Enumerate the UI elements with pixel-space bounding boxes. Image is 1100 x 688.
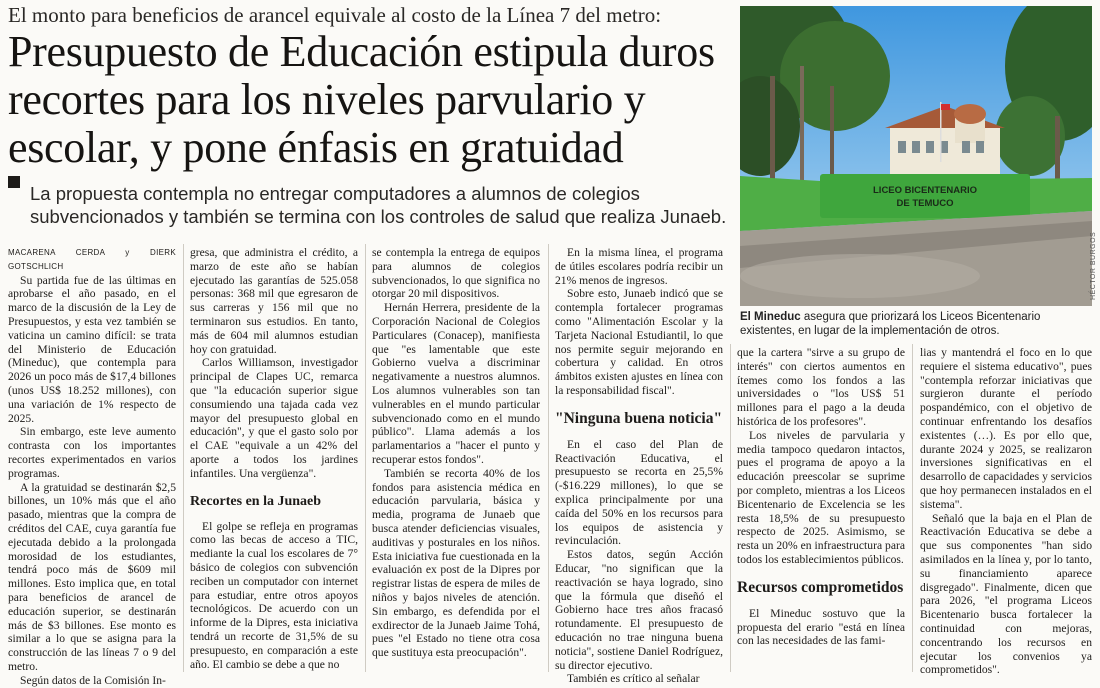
article-column-5 [737, 346, 905, 648]
paragraph: En el caso del Plan de Reactivación Educativa, el presupuesto se recorta en 25,5% (-$16.229 millones), lo que se explica principalmente por una caída del 50% en los recursos para los equipos de asistencia y revinculación. [555, 437, 723, 548]
kicker: El monto para beneficios de arancel equivale al costo de la Línea 7 del metro: [8, 3, 662, 27]
paragraph: Sin embargo, este leve aumento contrasta con los importantes recortes experimentados en varios programas. [8, 425, 176, 480]
article-column-6 [920, 346, 1092, 677]
paragraph: Los niveles de parvularia y media tampoco quedaron intactos, pues el programa de apoyo a la educación preescolar se suprime por completo, mientras a los Liceos Bicentenario de Excelencia se les resta 18,5% de su presupuesto respecto de 2025. Asimismo, se resta un 20% en infraestructura para todos los establecimientos públicos. [737, 428, 905, 566]
article-column-1 [8, 246, 176, 688]
column-divider [548, 244, 549, 672]
paragraph: que la cartera "sirve a su grupo de interés" con ciertos aumentos en ítemes como los fondos a las universidades o "los US$ 51 millones para el pago a la deuda histórica de los profesores". [737, 346, 905, 428]
paragraph: También se recorta 40% de los fondos para asistencia médica en educación parvularia, básica y media, programa de Junaeb que busca atender deficiencias visuales, auditivas y posturales en los niños. Esta iniciativa fue cuestionada en la evaluación ex post de la Dipres por registrar listas de espera de miles de niños y bajos niveles de atención. Sin embargo, es defendida por el exdirector de la Junaeb Jaime Tohá, pues "el Estado no tiene otra cosa que sustituya esta preocupación". [372, 466, 540, 660]
column-divider [730, 344, 731, 672]
subhead-ninguna-buena-noticia: "Ninguna buena noticia" [555, 409, 723, 427]
column-divider [912, 344, 913, 672]
paragraph: Hernán Herrera, presidente de la Corporación Nacional de Colegios Particulares (Conacep), manifiesta que "es lamentable que este Gobierno vuelva a discriminar negativamente a nuestros alumnos. Los alumnos vulnerables son tan vulnerables en el mundo particular subvencionado como en el mundo público". Llama además a los parlamentarios a "hacer el punto y recuperar estos fondos". [372, 301, 540, 466]
photo-credit: HÉCTOR BURGOS [1090, 231, 1097, 300]
column-divider [183, 244, 184, 672]
caption-text: asegura que priorizará los Liceos Bicentenario existentes, en lugar de la implementación de otros. [740, 311, 1041, 337]
photo-liceo-bicentenario [740, 6, 1092, 306]
sign-line2: DE TEMUCO [896, 198, 954, 209]
paragraph: El Mineduc sostuvo que la propuesta del erario "está en línea con las necesidades de las fami- [737, 606, 905, 648]
paragraph: Su partida fue de las últimas en aprobarse el año pasado, en el marco de la discusión de la Ley de Presupuestos, y esta vez también se vaticina un camino difícil: se trata del Ministerio de Educación (Mineduc), que contempla para 2026 un poco más de $17,4 billones (unos US$ 18.252 millones), con una variación de 1% respecto de 2025. [8, 273, 176, 425]
caption-lead: El Mineduc [740, 311, 801, 323]
photo-illustration [740, 6, 1092, 306]
sign-line1: LICEO BICENTENARIO [873, 185, 977, 196]
paragraph: gresa, que administra el crédito, a marzo de este año se habían ejecutado las garantías de 525.058 personas: 368 mil que egresaron de sus carreras y 156 mil que no terminaron sus estudios. En tanto, más de 604 mil alumnos estudian hoy con gratuidad. [190, 246, 358, 356]
subhead-recortes-junaeb: Recortes en la Junaeb [190, 493, 322, 509]
paragraph: En la misma línea, el programa de útiles escolares podría recibir un 21% menos de ingresos. [555, 246, 723, 287]
headline: Presupuesto de Educación estipula duros recortes para los niveles parvulario y escolar, y pone énfasis en gratuidad [8, 27, 715, 172]
paragraph: El golpe se refleja en programas como las becas de acceso a TIC, mediante la cual los escolares de 7° básico de colegios con subvención reciben un computador con internet para estudiar, entre otros apoyos tecnológicos. De acuerdo con un informe de la Dipres, esta iniciativa tendrá un recorte de 31,5% de su presupuesto, en comparación a este año. El cambio se debe a que no [190, 519, 358, 671]
subhead-recursos-comprometidos: Recursos comprometidos [737, 578, 904, 596]
paragraph: Estos datos, según Acción Educar, "no significan que la reactivación se haya logrado, sino que la fórmula que diseñó el Gobierno hace tres años fracasó rotundamente. El presupuesto de educación no trae ninguna buena noticia", sostiene Daniel Rodríguez, su director ejecutivo. [555, 548, 723, 672]
paragraph: Señaló que la baja en el Plan de Reactivación Educativa se debe a que sus componentes "han sido asimilados en la línea y, por lo tanto, su financiamiento aparece disgregado". Finalmente, dicen que para 2026, "el programa Liceos Bicentenario busca fortalecer la continuidad con mejoras, concentrando los recursos en ejecutar los convenios ya comprometidos". [920, 511, 1092, 677]
paragraph: Según datos de la Comisión In- [20, 673, 166, 687]
article-column-2 [190, 246, 358, 671]
paragraph: Carlos Williamson, investigador principal de Clapes UC, remarca que "la educación superior sigue consumiendo una tajada cada vez mayor del presupuesto global en educación", y que el gasto solo por el CAE "equivale a un 42% del aporte a todos los jardines infantiles. Una vergüenza". [190, 356, 358, 480]
article-column-4 [555, 246, 723, 686]
article-column-3 [372, 246, 540, 660]
deck-bullet [8, 176, 20, 188]
deck: La propuesta contempla no entregar computadores a alumnos de colegios subvencionados y también se termina con los controles de salud que realiza Junaeb. [30, 183, 727, 227]
photo-caption [740, 310, 1092, 338]
paragraph: A la gratuidad se destinarán $2,5 billones, un 10% más que el año pasado, mientras que la compra de créditos del CAE, cuya garantía fue ejecutada debido a la prolongada morosidad de los estudiantes, tendrá poco más de $609 mil millones. Esto implica que, en total para beneficios de arancel de educación superior, se destinarán más de $3 billones. Ese monto es similar a lo que se asigna para la construcción de las líneas 7 o 9 del metro. [8, 480, 176, 673]
column-divider [365, 244, 366, 672]
paragraph: lias y mantendrá el foco en lo que requiere el sistema educativo", pues "contempla reforzar iniciativas que surgieron durante el período pospandémico, con el objetivo de continuar enfrentando los desafíos existentes (…). Es por ello que, durante 2024 y 2025, se realizaron inversiones significativas en el desarrollo de capacidades y servicios que hoy permanecen instalados en el sistema". [920, 346, 1092, 511]
byline: MACARENA CERDA y DIERK GOTSCHLICH [8, 248, 176, 271]
paragraph: se contempla la entrega de equipos para alumnos de colegios subvencionados, lo que significa no otorgar 20 mil dispositivos. [372, 246, 540, 301]
paragraph: Sobre esto, Junaeb indicó que se contempla fortalecer programas como "Alimentación Escolar y la Tarjeta Nacional Estudiantil, lo que nos permite seguir mejorando en cobertura y calidad. En otros ámbitos existen ajustes en línea con la responsabilidad fiscal". [555, 287, 723, 397]
paragraph: También es crítico al señalar [567, 672, 700, 686]
